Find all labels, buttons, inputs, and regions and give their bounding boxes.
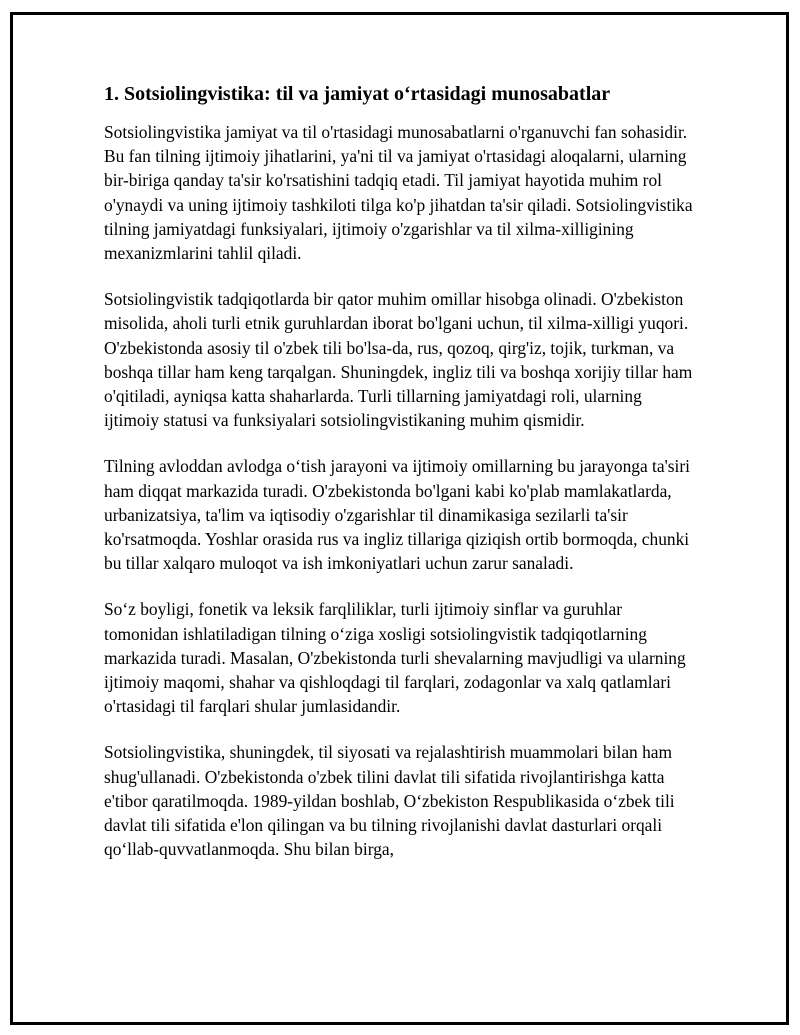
paragraph-2: Sotsiolingvistik tadqiqotlarda bir qator muhim omillar hisobga olinadi. O'zbekiston misolida, aholi turli etnik guruhlardan iborat bo'lgani uchun, til xilma-xilligi yuqori. O'zbekistonda asosiy til o'zbek tili bo'lsa-da, rus, qozoq, qirg'iz, tojik, turkman, va boshqa tillar ham keng tarqalgan. Shuningdek, ingliz tili va boshqa xorijiy tillar ham o'qitiladi, ayniqsa katta shaharlarda. Turli tillarning jamiyatdagi roli, ularning ijtimoiy statusi va funksiyalari sotsiolingvistikaning muhim qismidir. — [104, 289, 693, 431]
document-body — [104, 81, 694, 883]
paragraph-1: Sotsiolingvistika jamiyat va til o'rtasidagi munosabatlarni o'rganuvchi fan sohasidir. Bu fan tilning ijtimoiy jihatlarini, ya'ni til va jamiyat o'rtasidagi aloqalarni, ularning bir-biriga qanday ta'sir ko'rsatishini tadqiq etadi. Til jamiyat hayotida muhim rol o'ynaydi va uning ijtimoiy tashkiloti tilga ko'p jihatdan ta'sir qiladi. Sotsiolingvistika tilning jamiyatdagi funksiyalari, ijtimoiy o'zgarishlar va til xilma-xilligining mexanizmlarini tahlil qiladi. — [104, 122, 693, 264]
paragraph-4: So‘z boyligi, fonetik va leksik farqliliklar, turli ijtimoiy sinflar va guruhlar tomonidan ishlatiladigan tilning o‘ziga xosligi sotsiolingvistik tadqiqotlarning markazida turadi. Masalan, O'zbekistonda turli shevalarning mavjudligi va ularning ijtimoiy maqomi, shahar va qishloqdagi til farqlari, zodagonlar va xalq qatlamlari o'rtasidagi til farqlari shular jumlasidandir. — [104, 599, 686, 717]
paragraph-5: Sotsiolingvistika, shuningdek, til siyosati va rejalashtirish muammolari bilan ham shug'ullanadi. O'zbekistonda o'zbek tilini davlat tili sifatida rivojlantirishga katta e'tibor qaratilmoqda. 1989-yildan boshlab, O‘zbekiston Respublikasida o‘zbek tili davlat tili sifatida e'lon qilingan va bu tilning rivojlanishi davlat dasturlari orqali qo‘llab-quvvatlanmoqda. Shu bilan birga, — [104, 742, 675, 860]
paragraph-3: Tilning avloddan avlodga o‘tish jarayoni va ijtimoiy omillarning bu jarayonga ta'siri ham diqqat markazida turadi. O'zbekistonda bo'lgani kabi ko'plab mamlakatlarda, urbanizatsiya, ta'lim va iqtisodiy o'zgarishlar til dinamikasiga sezilarli ta'sir ko'rsatmoqda. Yoshlar orasida rus va ingliz tillariga qiziqish ortib bormoqda, chunki bu tillar xalqaro muloqot va ish imkoniyatlari uchun zarur sanaladi. — [104, 456, 690, 574]
section-heading: 1. Sotsiolingvistika: til va jamiyat o‘rtasidagi munosabatlar — [104, 83, 611, 105]
